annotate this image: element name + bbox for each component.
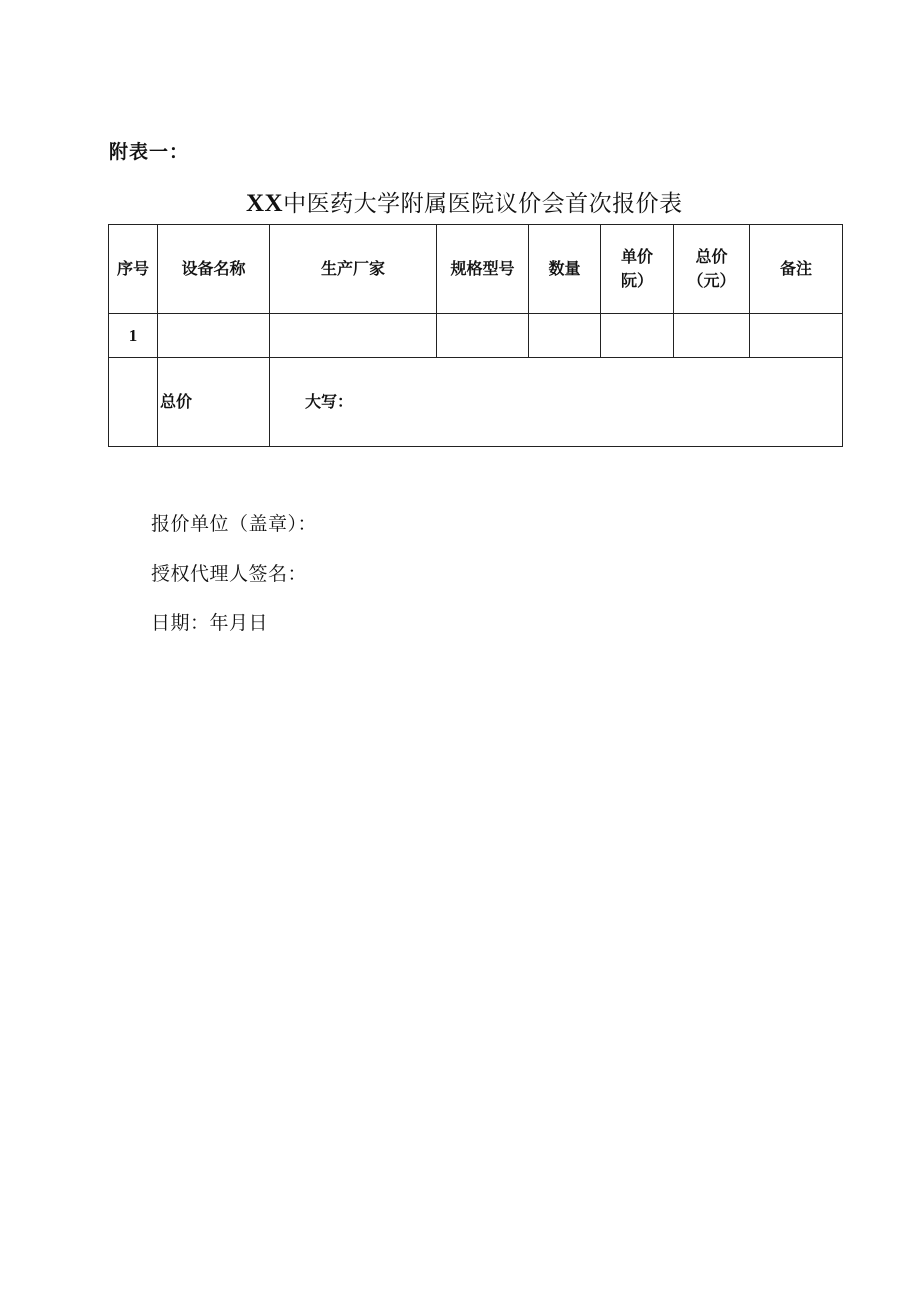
total-uppercase-cell (270, 358, 843, 447)
cell-equipment-name (158, 314, 270, 358)
total-price-label: 总价 (160, 392, 193, 411)
cell-seq: 1 (109, 314, 158, 358)
header-unit-price-line2: 阮） (620, 271, 653, 290)
total-price-label-cell (158, 358, 270, 447)
header-unit-price-line1: 单价 (620, 247, 653, 266)
title-text: 中医药大学附属医院议价会首次报价表 (283, 191, 683, 217)
total-uppercase-label: 大写： (305, 392, 354, 411)
cell-manufacturer (270, 314, 437, 358)
table-header-row (109, 225, 843, 314)
annex-label: 附表一： (109, 141, 190, 163)
header-total-price-line1: 总价 (695, 247, 728, 266)
header-remarks: 备注 (750, 225, 843, 314)
cell-quantity (529, 314, 601, 358)
date-line: 日期：年月日 (151, 612, 269, 634)
total-row (109, 358, 843, 447)
cell-unit-price (601, 314, 674, 358)
authorized-agent-line: 授权代理人签名： (151, 563, 308, 585)
header-seq: 序号 (109, 225, 158, 314)
header-spec-model: 规格型号 (437, 225, 529, 314)
quotation-table (108, 224, 843, 447)
title-prefix: XX (246, 190, 284, 217)
cell-total-price (674, 314, 750, 358)
header-quantity: 数量 (529, 225, 601, 314)
page-title (246, 185, 683, 218)
quoting-unit-line: 报价单位（盖章）： (151, 513, 318, 535)
header-total-price (674, 225, 750, 314)
header-manufacturer: 生产厂家 (270, 225, 437, 314)
cell-spec-model (437, 314, 529, 358)
total-row-empty-cell (109, 358, 158, 447)
cell-remarks (750, 314, 843, 358)
table-row (109, 314, 843, 358)
header-equipment-name: 设备名称 (158, 225, 270, 314)
header-total-price-line2: （元） (687, 271, 736, 290)
header-unit-price (601, 225, 674, 314)
